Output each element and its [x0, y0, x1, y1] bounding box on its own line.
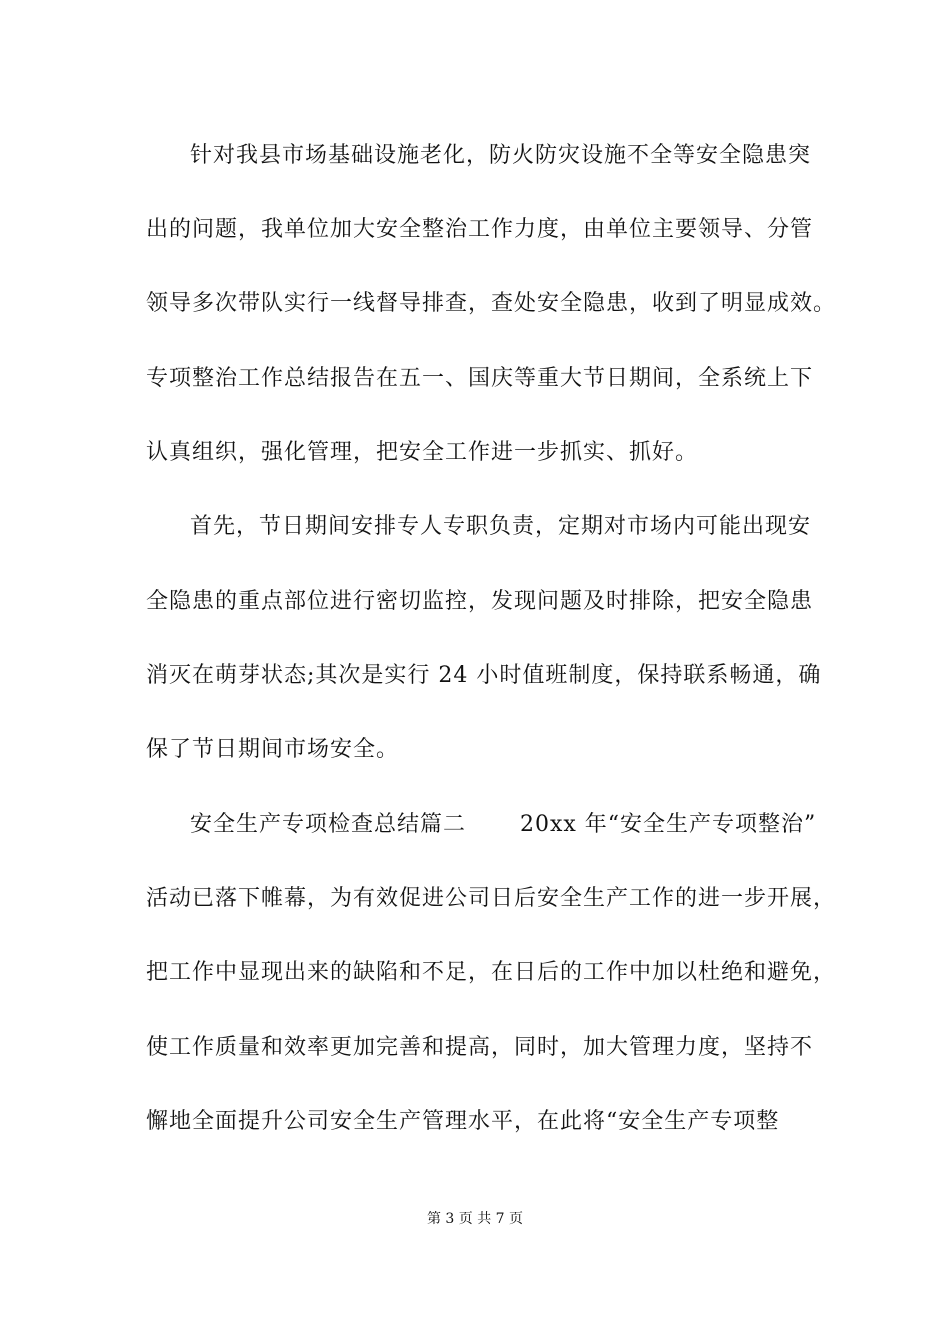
paragraph-line: 把工作中显现出来的缺陷和不足，在日后的工作中加以杜绝和避免，: [146, 960, 837, 985]
paragraph-line: 领导多次带队实行一线督导排查，查处安全隐患，收到了明显成效。: [146, 291, 837, 316]
paragraph-line: 全隐患的重点部位进行密切监控，发现问题及时排除，把安全隐患: [146, 589, 814, 614]
paragraph-line: 懈地全面提升公司安全生产管理水平，在此将“安全生产专项整: [146, 1109, 780, 1134]
section-heading-line: 安全生产专项检查总结篇二 20xx 年“安全生产专项整治”: [190, 812, 817, 837]
paragraph-line: 针对我县市场基础设施老化，防火防灾设施不全等安全隐患突: [190, 143, 812, 168]
paragraph-line: 使工作质量和效率更加完善和提高，同时，加大管理力度，坚持不: [146, 1035, 814, 1060]
page-number-footer: 第 3 页 共 7 页: [426, 1211, 524, 1227]
paragraph-line: 首先，节日期间安排专人专职负责，定期对市场内可能出现安: [190, 514, 812, 539]
paragraph-line: 出的问题，我单位加大安全整治工作力度，由单位主要领导、分管: [146, 217, 814, 242]
paragraph-line: 专项整治工作总结报告在五一、国庆等重大节日期间，全系统上下: [146, 366, 814, 391]
paragraph-line: 保了节日期间市场安全。: [146, 737, 400, 762]
paragraph-line: 认真组织，强化管理，把安全工作进一步抓实、抓好。: [146, 440, 699, 465]
paragraph-line: 消灭在萌芽状态;其次是实行 24 小时值班制度，保持联系畅通，确: [146, 663, 822, 688]
paragraph-line: 活动已落下帷幕，为有效促进公司日后安全生产工作的进一步开展，: [146, 886, 837, 911]
